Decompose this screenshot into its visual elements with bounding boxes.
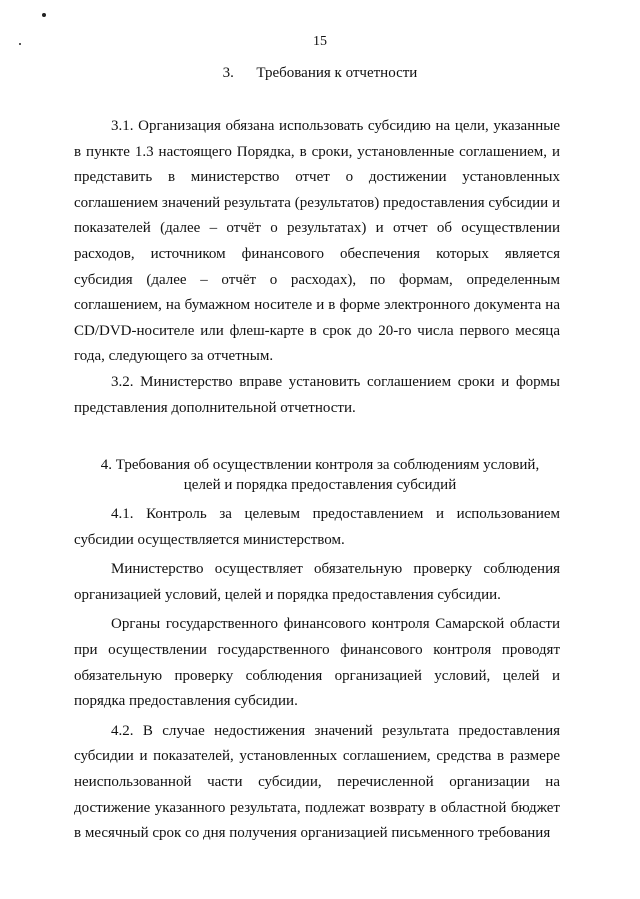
page-number: 15 [313, 34, 327, 49]
paragraph-4-1-c: Органы государственного финансового контроля Самарской области при осуществлении государственного финансового контроля проводят обязательную проверку соблюдения организацией условий, целей и порядка предоставления субсидии. [74, 616, 560, 710]
paragraph-3-1: 3.1. Организация обязана использовать субсидию на цели, указанные в пункте 1.3 настоящего Порядка, в сроки, установленные соглашением, и представить в министерство отчет о достижении установленных соглашением значений результата (результатов) предоставления субсидии и показателей (далее – отчёт о результатах) и отчет об осуществлении расходов, источником финансового обеспечения которых является субсидия (далее – отчёт о расходах), по формам, определенным соглашением, на бумажном носителе и в форме электронного документа на CD/DVD-носителе или флеш-карте в срок до 20-го числа первого месяца года, следующего за отчетным. [74, 118, 560, 365]
section-3-body [74, 114, 560, 421]
paragraph-4-1-b: Министерство осуществляет обязательную проверку соблюдения организацией условий, целей и порядка предоставления субсидии. [74, 561, 560, 603]
scan-speck [42, 13, 46, 17]
paragraph-4-2: 4.2. В случае недостижения значений результата предоставления субсидии и показателей, установленных соглашением, средства в размере неиспользованной части субсидии, перечисленной организации на достижение указанного результата, подлежат возврату в областной бюджет в месячный срок со дня получения организацией письменного требования [74, 722, 560, 842]
paragraph-3-2: 3.2. Министерство вправе установить соглашением сроки и формы представления дополнительной отчетности. [74, 373, 560, 416]
section-4-heading [60, 452, 580, 498]
section-4-heading-line-1: 4. Требования об осуществлении контроля за соблюдениям условий, [100, 457, 540, 473]
section-3-heading: 3. Требования к отчетности [222, 65, 418, 81]
section-4-heading-line-2: целей и порядка предоставления субсидий [183, 477, 457, 493]
paragraph-4-1: 4.1. Контроль за целевым предоставлением и использованием субсидии осуществляется министерством. [74, 506, 560, 548]
section-4-body [74, 502, 560, 847]
